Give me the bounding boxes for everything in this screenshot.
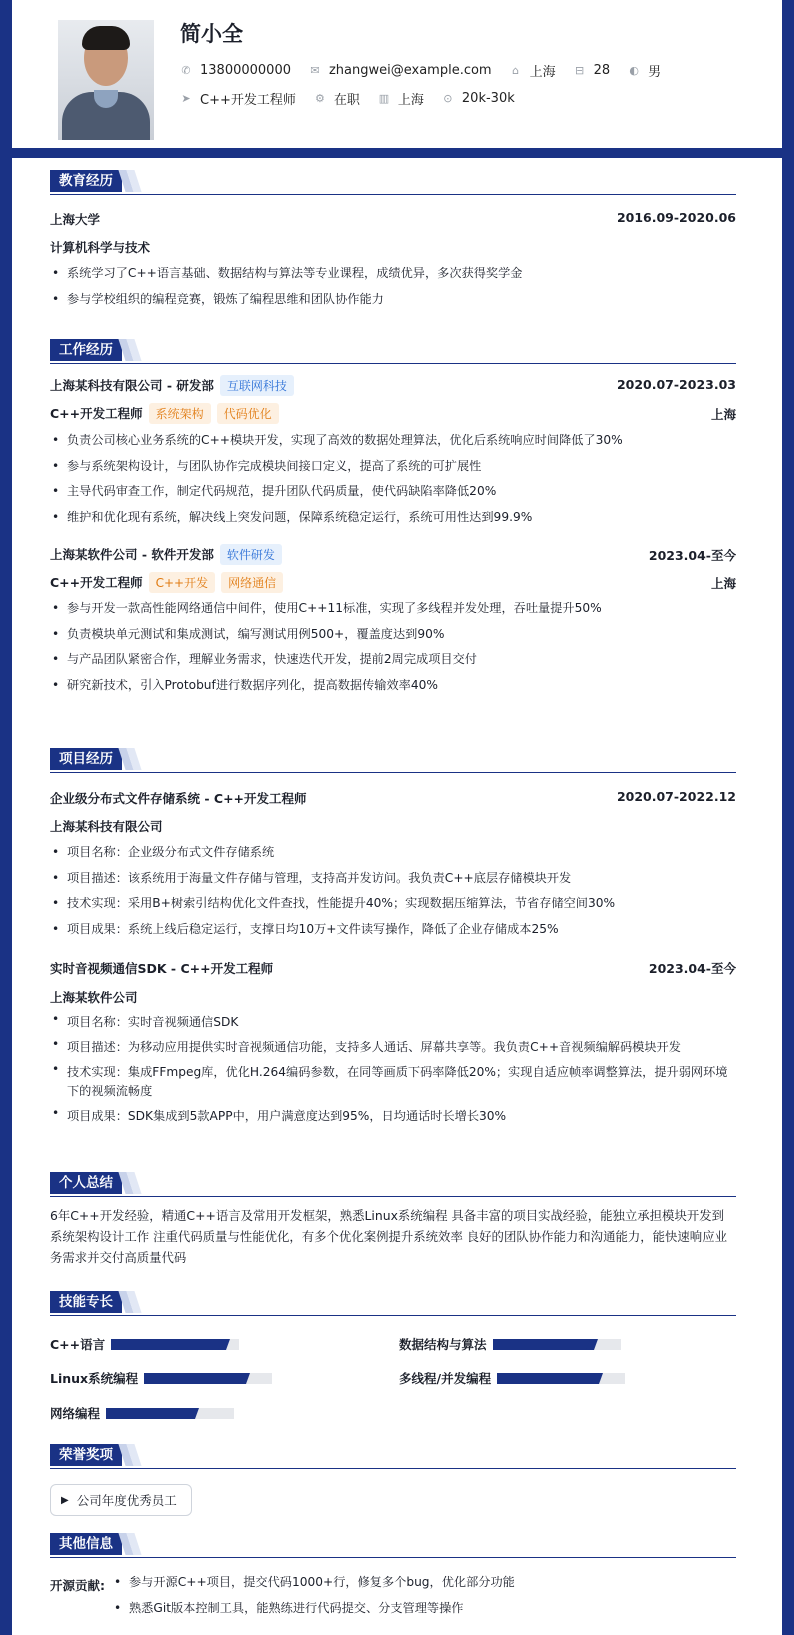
project-title: 企业级分布式文件存储系统 - C++开发工程师	[50, 791, 307, 806]
education-date: 2016.09-2020.06	[616, 210, 736, 225]
section-header	[50, 339, 736, 364]
left-border	[0, 0, 12, 1635]
age: 28	[593, 63, 611, 78]
work-date: 2020.07-2023.03	[616, 377, 736, 392]
project-bullets	[50, 840, 736, 942]
major: 计算机科学与技术	[50, 240, 151, 255]
list-item: • 项目名称：企业级分布式文件存储系统	[50, 840, 736, 866]
project-date: 2023.04-至今	[648, 961, 736, 976]
list-item: • 系统学习了C++语言基础、数据结构与算法等专业课程，成绩优异，多次获得奖学金	[50, 261, 736, 287]
target-city: 上海	[397, 93, 424, 108]
award-label: 公司年度优秀员工	[76, 1493, 177, 1508]
skill-item	[50, 1404, 234, 1422]
age-icon: ⊟	[575, 64, 585, 77]
list-item: • 项目成果：系统上线后稳定运行，支撑日均10万+文件读写操作，降低了企业存储成本25%	[50, 917, 736, 943]
summary-text: 6年C++开发经验，精通C++语言及常用开发框架，熟悉Linux系统编程 具备丰富的项目实战经验，能独立承担模块开发到系统架构设计工作 注重代码质量与性能优化，有多个优化案例提升系统效率 良好的团队协作能力和沟通能力，能快速响应业务需求并交付高质量代码	[50, 1208, 727, 1265]
project-bullets	[50, 1010, 736, 1129]
section-title: 其他信息	[50, 1533, 122, 1555]
section-header	[50, 1533, 736, 1558]
section-header	[50, 1444, 736, 1469]
skill-bar	[493, 1339, 621, 1350]
header-divider	[0, 148, 794, 158]
skill-name: C++语言	[50, 1337, 106, 1352]
work-date: 2023.04-至今	[648, 548, 736, 563]
skill-tag: 代码优化	[217, 403, 279, 424]
play-icon: ▶	[61, 1494, 69, 1506]
list-item: • 主导代码审查工作，制定代码规范，提升团队代码质量，使代码缺陷率降低20%	[50, 479, 736, 505]
work-bullets	[50, 596, 736, 698]
skill-bar	[497, 1373, 625, 1384]
contact-row	[180, 61, 679, 80]
section-title: 项目经历	[50, 748, 122, 770]
section-title: 教育经历	[50, 170, 122, 192]
work-location: 上海	[710, 576, 736, 591]
phone: 13800000000	[200, 63, 291, 78]
education-section	[50, 170, 736, 306]
education-bullets	[50, 261, 736, 312]
work-section	[50, 339, 736, 692]
skills-section	[50, 1291, 736, 1421]
job-intent-row	[180, 89, 533, 108]
list-item: • 技术实现：集成FFmpeg库，优化H.264编码参数，在同等画质下码率降低20%；实现自适应帧率调整算法，提升弱网环境下的视频流畅度	[50, 1060, 736, 1104]
section-header	[50, 1172, 736, 1197]
list-item: • 技术实现：采用B+树索引结构优化文件查找，性能提升40%；实现数据压缩算法，节省存储空间30%	[50, 891, 736, 917]
other-bullets	[112, 1570, 736, 1621]
skill-tag: 网络通信	[221, 572, 283, 593]
gear-icon: ⚙	[314, 92, 325, 105]
project-title: 实时音视频通信SDK - C++开发工程师	[50, 961, 274, 976]
email: zhangwei@example.com	[328, 63, 492, 78]
list-item: • 项目描述：该系统用于海量文件存储与管理，支持高并发访问。我负责C++底层存储模块开发	[50, 866, 736, 892]
award-item[interactable]	[50, 1484, 192, 1516]
list-item: • 参与开源C++项目，提交代码1000+行，修复多个bug，优化部分功能	[112, 1570, 736, 1596]
skill-item	[50, 1335, 239, 1353]
work-location: 上海	[710, 407, 736, 422]
list-item: • 项目描述：为移动应用提供实时音视频通信功能，支持多人通话、屏幕共享等。我负责C++音视频编解码模块开发	[50, 1035, 736, 1060]
skill-item	[399, 1369, 625, 1387]
candidate-name: 简小全	[180, 22, 243, 46]
section-title: 工作经历	[50, 339, 122, 361]
phone-icon: ✆	[181, 64, 191, 77]
home-icon: ⌂	[512, 64, 520, 77]
work-bullets	[50, 428, 736, 530]
gender: 男	[648, 65, 662, 80]
list-item: • 负责公司核心业务系统的C++模块开发，实现了高效的数据处理算法，优化后系统响应时间降低了30%	[50, 428, 736, 454]
section-title: 个人总结	[50, 1172, 122, 1194]
list-item: • 负责模块单元测试和集成测试，编写测试用例500+，覆盖度达到90%	[50, 622, 736, 648]
list-item: • 研究新技术，引入Protobuf进行数据序列化，提高数据传输效率40%	[50, 673, 736, 699]
company-name: 上海某科技有限公司 - 研发部 互联网科技	[50, 375, 736, 396]
email-icon: ✉	[310, 64, 320, 77]
city: 上海	[529, 65, 556, 80]
summary-section	[50, 1172, 736, 1265]
skill-bar	[106, 1408, 234, 1419]
skill-tag: 系统架构	[149, 403, 211, 424]
section-title: 技能专长	[50, 1291, 122, 1313]
salary-icon: ⊙	[443, 92, 453, 105]
awards-section	[50, 1444, 736, 1508]
section-header	[50, 748, 736, 773]
list-item: • 参与系统架构设计，与团队协作完成模块间接口定义，提高了系统的可扩展性	[50, 454, 736, 480]
project-company: 上海某软件公司	[50, 990, 138, 1005]
section-header	[50, 1291, 736, 1316]
school-name: 上海大学	[50, 212, 101, 227]
right-border	[782, 0, 794, 1635]
list-item: • 维护和优化现有系统，解决线上突发问题，保障系统稳定运行，系统可用性达到99.9%	[50, 505, 736, 531]
section-header	[50, 170, 736, 195]
project-date: 2020.07-2022.12	[616, 789, 736, 804]
skill-name: 数据结构与算法	[399, 1337, 487, 1352]
list-item: • 与产品团队紧密合作，理解业务需求，快速迭代开发，提前2周完成项目交付	[50, 647, 736, 673]
other-section	[50, 1533, 736, 1615]
gender-icon: ◐	[629, 64, 639, 77]
list-item: • 项目成果：SDK集成到5款APP中，用户满意度达到95%，日均通话时长增长30%	[50, 1104, 736, 1129]
skill-name: 网络编程	[50, 1406, 101, 1421]
job-role: C++开发工程师 系统架构 代码优化	[50, 403, 736, 424]
avatar	[58, 20, 154, 140]
industry-tag: 软件研发	[220, 544, 282, 565]
skill-name: 多线程/并发编程	[399, 1371, 492, 1386]
send-icon: ➤	[181, 92, 191, 105]
skill-item	[50, 1369, 272, 1387]
list-item: • 参与学校组织的编程竞赛，锻炼了编程思维和团队协作能力	[50, 287, 736, 313]
salary: 20k-30k	[461, 91, 515, 106]
other-label: 开源贡献:	[50, 1578, 105, 1593]
list-item: • 熟悉Git版本控制工具，能熟练进行代码提交、分支管理等操作	[112, 1596, 736, 1622]
skill-item	[399, 1335, 621, 1353]
skill-name: Linux系统编程	[50, 1371, 139, 1386]
job-title: C++开发工程师	[200, 93, 296, 108]
industry-tag: 互联网科技	[220, 375, 294, 396]
job-status: 在职	[333, 93, 360, 108]
list-item: • 参与开发一款高性能网络通信中间件，使用C++11标准，实现了多线程并发处理，吞吐量提升50%	[50, 596, 736, 622]
project-company: 上海某科技有限公司	[50, 819, 163, 834]
skill-bar	[144, 1373, 272, 1384]
company-name: 上海某软件公司 - 软件开发部 软件研发	[50, 544, 736, 565]
projects-section	[50, 748, 736, 1123]
list-item: • 项目名称：实时音视频通信SDK	[50, 1010, 736, 1035]
building-icon: ▥	[378, 92, 390, 105]
skill-bar	[111, 1339, 239, 1350]
job-role: C++开发工程师 C++开发 网络通信	[50, 572, 736, 593]
skill-tag: C++开发	[149, 572, 216, 593]
section-title: 荣誉奖项	[50, 1444, 122, 1466]
